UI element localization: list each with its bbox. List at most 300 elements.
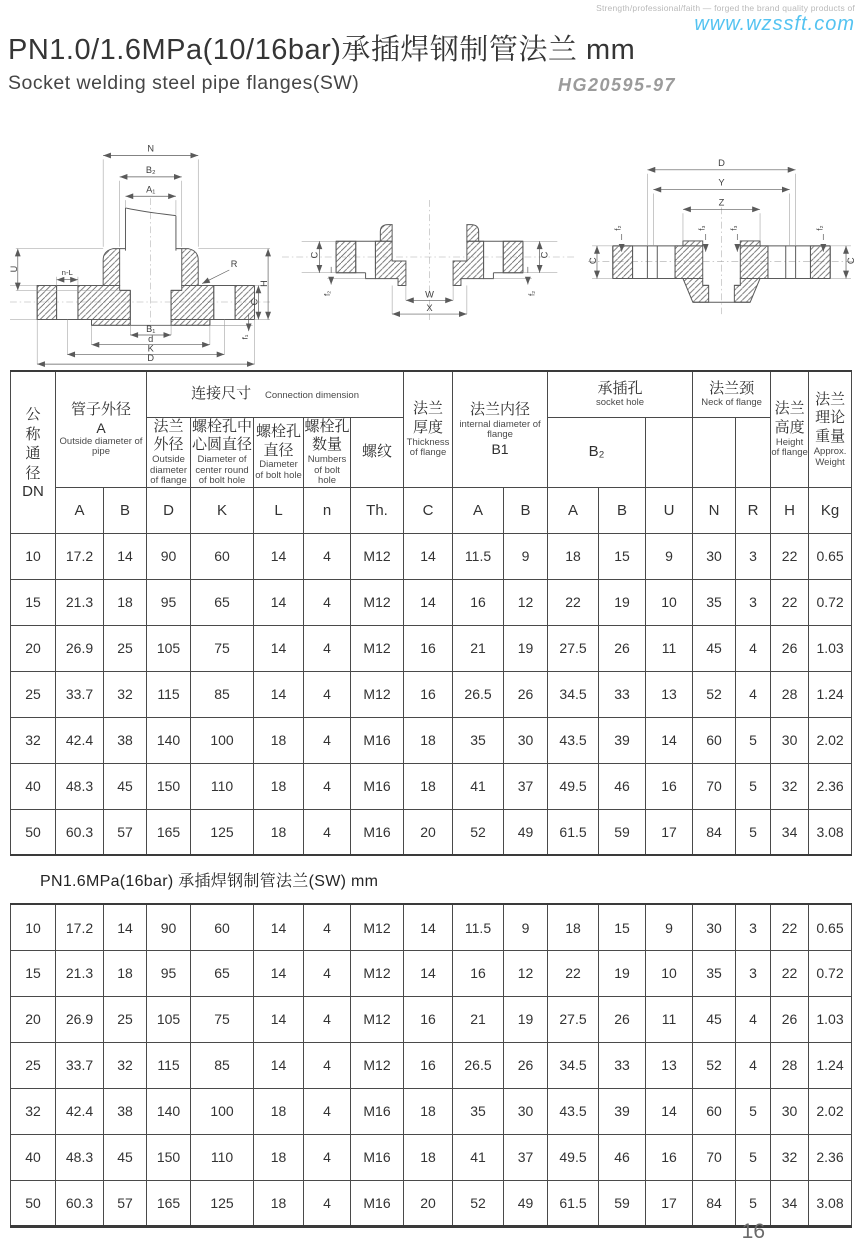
cell: 34.5 xyxy=(548,671,599,717)
cell: 17 xyxy=(646,809,693,855)
col-header-bolt-num xyxy=(304,417,351,487)
cell: 57 xyxy=(104,809,147,855)
col-letter: R xyxy=(736,487,771,533)
table-row xyxy=(11,533,852,579)
dim-label-c-left: C xyxy=(588,257,598,265)
thread-zh: 螺纹 xyxy=(362,442,393,460)
cell: 16 xyxy=(404,671,453,717)
cell: 115 xyxy=(147,1042,191,1088)
cell: 16 xyxy=(646,1134,693,1180)
cell: 37 xyxy=(504,1134,548,1180)
dim-label-y: Y xyxy=(718,177,725,188)
cell: 105 xyxy=(147,996,191,1042)
cell: 18 xyxy=(404,717,453,763)
dim-label-k: K xyxy=(147,343,154,354)
height-zh: 法兰高度 xyxy=(774,400,805,436)
col-letter: A xyxy=(56,487,104,533)
dim-label-d-small: d xyxy=(148,333,154,344)
cell: 32 xyxy=(771,763,809,809)
cell: 60 xyxy=(693,717,736,763)
cell: 45 xyxy=(104,1134,147,1180)
flange-od-zh: 法兰外径 xyxy=(153,417,184,454)
col-letter: Th. xyxy=(351,487,404,533)
dim-label-n-top: N xyxy=(147,143,155,154)
cell: 57 xyxy=(104,1180,147,1226)
cell: 26.5 xyxy=(453,1042,504,1088)
col-header-bolt-circle xyxy=(191,417,254,487)
cell: 75 xyxy=(191,625,254,671)
dim-label-z: Z xyxy=(718,197,725,208)
cell: 60 xyxy=(191,904,254,950)
cell: 2.02 xyxy=(809,717,852,763)
cell: 35 xyxy=(693,950,736,996)
cell: 4 xyxy=(304,1042,351,1088)
cell: 20 xyxy=(11,625,56,671)
cell: 1.24 xyxy=(809,1042,852,1088)
cell: 9 xyxy=(646,904,693,950)
cell: M12 xyxy=(351,996,404,1042)
cell: 39 xyxy=(599,1088,646,1134)
cell: 35 xyxy=(453,1088,504,1134)
col-letter: A xyxy=(548,487,599,533)
cell: 105 xyxy=(147,625,191,671)
cell: 43.5 xyxy=(548,717,599,763)
cell: 3 xyxy=(736,579,771,625)
cell: 43.5 xyxy=(548,1088,599,1134)
bolt-dia-zh: 螺栓孔直径 xyxy=(256,422,302,459)
cell: 33 xyxy=(599,1042,646,1088)
table-row xyxy=(11,1180,852,1226)
cell: 32 xyxy=(104,671,147,717)
col-header-thickness xyxy=(404,371,453,487)
cell: 5 xyxy=(736,1134,771,1180)
cell: 9 xyxy=(504,904,548,950)
b2-symbol: B₂ xyxy=(588,442,605,460)
cell: 18 xyxy=(104,950,147,996)
cell: 9 xyxy=(504,533,548,579)
cell: 0.65 xyxy=(809,533,852,579)
cell: 0.72 xyxy=(809,950,852,996)
cell: 15 xyxy=(599,904,646,950)
cell: 22 xyxy=(548,579,599,625)
table-row xyxy=(11,950,852,996)
cell: 70 xyxy=(693,763,736,809)
col-header-weight xyxy=(809,371,852,487)
cell: 75 xyxy=(191,996,254,1042)
cell: 115 xyxy=(147,671,191,717)
spec-table-pn10 xyxy=(10,370,852,856)
page-title: PN1.0/1.6MPa(10/16bar)承插焊钢制管法兰 mm xyxy=(8,34,636,66)
cell: 95 xyxy=(147,950,191,996)
cell: 0.65 xyxy=(809,904,852,950)
thickness-en: Thickness of flange xyxy=(406,436,450,459)
cell: M16 xyxy=(351,717,404,763)
cell: 4 xyxy=(736,671,771,717)
table-row xyxy=(11,1088,852,1134)
cell: 14 xyxy=(404,579,453,625)
cell: 48.3 xyxy=(56,763,104,809)
cell: 30 xyxy=(504,1088,548,1134)
cell: 18 xyxy=(254,1088,304,1134)
cell: 12 xyxy=(504,950,548,996)
table-row xyxy=(11,671,852,717)
cell: 10 xyxy=(646,950,693,996)
cell: 21 xyxy=(453,996,504,1042)
dim-label-f1: f₁ xyxy=(240,334,250,340)
flange-section-drawing-middle xyxy=(282,192,577,325)
cell: 85 xyxy=(191,671,254,717)
cell: 16 xyxy=(404,625,453,671)
col-header-bolt-dia xyxy=(254,417,304,487)
pipe-od-zh: 管子外径 xyxy=(71,401,132,419)
cell: 3 xyxy=(736,533,771,579)
cell: 49.5 xyxy=(548,1134,599,1180)
table-row xyxy=(11,1134,852,1180)
cell: 65 xyxy=(191,579,254,625)
dim-label-w: W xyxy=(425,289,434,300)
cell: 26 xyxy=(599,625,646,671)
bolt-num-en: Numbers of bolt hole xyxy=(307,454,347,487)
col-letter: B xyxy=(599,487,646,533)
cell: 14 xyxy=(404,904,453,950)
cell: 22 xyxy=(771,904,809,950)
cell: 27.5 xyxy=(548,996,599,1042)
dn-label-zh: 公称通径 xyxy=(25,406,41,482)
col-header-socket xyxy=(548,371,693,417)
cell: 25 xyxy=(104,996,147,1042)
cell: 65 xyxy=(191,950,254,996)
cell: 14 xyxy=(254,1042,304,1088)
col-letter: n xyxy=(304,487,351,533)
cell: 20 xyxy=(404,1180,453,1226)
cell: 70 xyxy=(693,1134,736,1180)
cell: 10 xyxy=(646,579,693,625)
cell: 21.3 xyxy=(56,950,104,996)
cell: 40 xyxy=(11,763,56,809)
cell: 14 xyxy=(646,1088,693,1134)
cell: 35 xyxy=(693,579,736,625)
dim-label-x: X xyxy=(426,303,433,314)
cell: 150 xyxy=(147,763,191,809)
cell: 4 xyxy=(304,625,351,671)
table-row xyxy=(11,625,852,671)
cell: 4 xyxy=(304,763,351,809)
cell: 4 xyxy=(304,904,351,950)
cell: 4 xyxy=(304,579,351,625)
cell: M12 xyxy=(351,1042,404,1088)
bore-zh: 法兰内径 xyxy=(470,401,531,419)
table-row xyxy=(11,1042,852,1088)
dim-label-nl: n-L xyxy=(61,267,73,277)
col-header-neck xyxy=(693,371,771,417)
cell: 14 xyxy=(254,579,304,625)
bore-symbol: B1 xyxy=(491,441,509,458)
cell: 14 xyxy=(254,950,304,996)
cell: 60 xyxy=(693,1088,736,1134)
cell: 13 xyxy=(646,1042,693,1088)
cell: 1.24 xyxy=(809,671,852,717)
bore-en: internal diameter of flange xyxy=(459,418,541,441)
cell: 12 xyxy=(504,579,548,625)
cell: 41 xyxy=(453,763,504,809)
socket-en: socket hole xyxy=(596,397,645,409)
cell: 21.3 xyxy=(56,579,104,625)
cell: 16 xyxy=(646,763,693,809)
cell: 52 xyxy=(693,671,736,717)
cell: 61.5 xyxy=(548,1180,599,1226)
flange-section-drawing-right xyxy=(588,152,856,320)
cell: 5 xyxy=(736,1180,771,1226)
cell: 5 xyxy=(736,809,771,855)
cell: 40 xyxy=(11,1134,56,1180)
cell: 34.5 xyxy=(548,1042,599,1088)
cell: 38 xyxy=(104,717,147,763)
cell: 11.5 xyxy=(453,904,504,950)
cell: 18 xyxy=(548,533,599,579)
cell: 49 xyxy=(504,809,548,855)
col-letter: U xyxy=(646,487,693,533)
cell: 26 xyxy=(771,625,809,671)
table-row xyxy=(11,904,852,950)
cell: 50 xyxy=(11,809,56,855)
cell: 15 xyxy=(11,579,56,625)
cell: 14 xyxy=(254,671,304,717)
cell: 52 xyxy=(453,1180,504,1226)
cell: 28 xyxy=(771,1042,809,1088)
cell: 1.03 xyxy=(809,625,852,671)
dim-label-b1: B₁ xyxy=(146,324,156,335)
cell: 1.03 xyxy=(809,996,852,1042)
dim-label-f3-a: f₃ xyxy=(697,225,707,231)
cell: 140 xyxy=(147,1088,191,1134)
cell: 35 xyxy=(453,717,504,763)
cell: 4 xyxy=(736,1042,771,1088)
cell: 42.4 xyxy=(56,717,104,763)
cell: 14 xyxy=(104,904,147,950)
cell: 2.02 xyxy=(809,1088,852,1134)
cell: 14 xyxy=(404,533,453,579)
cell: 4 xyxy=(736,625,771,671)
col-letter: H xyxy=(771,487,809,533)
cell: 2.36 xyxy=(809,1134,852,1180)
cell: 84 xyxy=(693,809,736,855)
cell: 14 xyxy=(404,950,453,996)
cell: 30 xyxy=(693,904,736,950)
cell: M16 xyxy=(351,763,404,809)
cell: 60 xyxy=(191,533,254,579)
col-header-n-spacer xyxy=(693,417,736,487)
bolt-num-zh: 螺栓孔数量 xyxy=(304,417,350,454)
cell: 26 xyxy=(504,671,548,717)
cell: 59 xyxy=(599,809,646,855)
cell: M16 xyxy=(351,1088,404,1134)
cell: 18 xyxy=(254,1134,304,1180)
col-header-dn xyxy=(11,371,56,533)
cell: 26.9 xyxy=(56,996,104,1042)
cell: 9 xyxy=(646,533,693,579)
cell: 17.2 xyxy=(56,533,104,579)
col-header-flange-od xyxy=(147,417,191,487)
cell: 95 xyxy=(147,579,191,625)
col-header-r-spacer xyxy=(736,417,771,487)
cell: 11 xyxy=(646,625,693,671)
col-letter: B xyxy=(104,487,147,533)
cell: 32 xyxy=(11,1088,56,1134)
cell: 22 xyxy=(771,579,809,625)
cell: 14 xyxy=(104,533,147,579)
cell: 2.36 xyxy=(809,763,852,809)
cell: 18 xyxy=(104,579,147,625)
cell: 27.5 xyxy=(548,625,599,671)
cell: 110 xyxy=(191,1134,254,1180)
cell: 17.2 xyxy=(56,904,104,950)
cell: 20 xyxy=(11,996,56,1042)
cell: 52 xyxy=(693,1042,736,1088)
cell: 39 xyxy=(599,717,646,763)
cell: 26 xyxy=(771,996,809,1042)
cell: 21 xyxy=(453,625,504,671)
connection-zh: 连接尺寸 xyxy=(191,384,252,402)
cell: 100 xyxy=(191,1088,254,1134)
bolt-dia-en: Diameter of bolt hole xyxy=(255,459,302,481)
cell: 18 xyxy=(254,1180,304,1226)
dim-label-f2-left: f₂ xyxy=(613,225,623,231)
cell: 4 xyxy=(736,996,771,1042)
cell: 0.72 xyxy=(809,579,852,625)
cell: 26.5 xyxy=(453,671,504,717)
brand-tagline: Strength/professional/faith — forged the brand quality products of xyxy=(596,3,855,13)
cell: 59 xyxy=(599,1180,646,1226)
cell: 61.5 xyxy=(548,809,599,855)
col-letter: N xyxy=(693,487,736,533)
dim-label-h: H xyxy=(259,280,270,287)
dim-label-c: C xyxy=(249,298,260,306)
cell: 49 xyxy=(504,1180,548,1226)
pipe-od-en: Outside diameter of pipe xyxy=(59,435,143,458)
cell: 4 xyxy=(304,533,351,579)
cell: 45 xyxy=(693,996,736,1042)
cell: 4 xyxy=(304,671,351,717)
cell: 150 xyxy=(147,1134,191,1180)
dim-label-b2: B₂ xyxy=(145,164,156,175)
table-row xyxy=(11,579,852,625)
cell: 30 xyxy=(504,717,548,763)
weight-zh: 法兰理论重量 xyxy=(815,390,846,446)
section-divider-pn16: PN1.6MPa(16bar) 承插焊钢制管法兰(SW) mm xyxy=(40,873,379,891)
cell: 18 xyxy=(404,763,453,809)
dim-label-r: R xyxy=(230,259,238,270)
cell: 45 xyxy=(104,763,147,809)
cell: 3.08 xyxy=(809,809,852,855)
cell: 3.08 xyxy=(809,1180,852,1226)
cell: 25 xyxy=(11,671,56,717)
dim-label-f3-b: f₃ xyxy=(729,225,739,231)
thickness-zh: 法兰厚度 xyxy=(413,400,444,436)
cell: 14 xyxy=(254,996,304,1042)
cell: 100 xyxy=(191,717,254,763)
cell: 5 xyxy=(736,717,771,763)
cell: 110 xyxy=(191,763,254,809)
dim-label-a1: A₁ xyxy=(146,184,156,195)
cell: 22 xyxy=(771,950,809,996)
connection-en: Connection dimension xyxy=(264,389,359,401)
cell: 11 xyxy=(646,996,693,1042)
cell: 16 xyxy=(453,950,504,996)
table-row xyxy=(11,717,852,763)
col-letter: K xyxy=(191,487,254,533)
cell: 30 xyxy=(771,1088,809,1134)
cell: 33 xyxy=(599,671,646,717)
cell: 34 xyxy=(771,809,809,855)
flange-section-drawing-left xyxy=(6,140,276,368)
cell: 60.3 xyxy=(56,809,104,855)
cell: 125 xyxy=(191,809,254,855)
cell: 30 xyxy=(693,533,736,579)
cell: 19 xyxy=(599,950,646,996)
cell: 90 xyxy=(147,904,191,950)
cell: 34 xyxy=(771,1180,809,1226)
cell: 165 xyxy=(147,809,191,855)
spec-table-area xyxy=(10,370,851,1228)
cell: 25 xyxy=(11,1042,56,1088)
cell: 52 xyxy=(453,809,504,855)
spec-table-pn16 xyxy=(10,903,852,1228)
cell: 26 xyxy=(504,1042,548,1088)
cell: 14 xyxy=(646,717,693,763)
dim-label-c-right: C xyxy=(845,257,856,265)
cell: 25 xyxy=(104,625,147,671)
col-header-connection xyxy=(147,371,404,417)
cell: 45 xyxy=(693,625,736,671)
col-header-height xyxy=(771,371,809,487)
cell: 19 xyxy=(599,579,646,625)
cell: 18 xyxy=(254,717,304,763)
cell: M16 xyxy=(351,1134,404,1180)
cell: 26 xyxy=(599,996,646,1042)
socket-zh: 承插孔 xyxy=(597,379,643,397)
height-en: Height of flange xyxy=(771,436,808,459)
cell: M12 xyxy=(351,904,404,950)
cell: 38 xyxy=(104,1088,147,1134)
col-letter: A xyxy=(453,487,504,533)
cell: 165 xyxy=(147,1180,191,1226)
cell: M12 xyxy=(351,625,404,671)
neck-en: Neck of flange xyxy=(701,397,762,409)
dim-label-f2-right: f₂ xyxy=(815,225,825,231)
page-subtitle: Socket welding steel pipe flanges(SW) xyxy=(8,72,360,94)
cell: 32 xyxy=(11,717,56,763)
col-letter: C xyxy=(404,487,453,533)
cell: 4 xyxy=(304,1088,351,1134)
table-row xyxy=(11,809,852,855)
cell: 32 xyxy=(771,1134,809,1180)
cell: M12 xyxy=(351,671,404,717)
cell: 33.7 xyxy=(56,671,104,717)
cell: 16 xyxy=(404,1042,453,1088)
table-body-pn16 xyxy=(11,904,852,1226)
cell: 49.5 xyxy=(548,763,599,809)
cell: 4 xyxy=(304,1180,351,1226)
website-link[interactable]: www.wzssft.com xyxy=(694,13,855,35)
cell: 32 xyxy=(104,1042,147,1088)
standard-number: HG20595-97 xyxy=(558,75,677,95)
cell: 46 xyxy=(599,1134,646,1180)
cell: 14 xyxy=(254,904,304,950)
dim-label-d-big: D xyxy=(147,353,155,364)
cell: 41 xyxy=(453,1134,504,1180)
cell: 26.9 xyxy=(56,625,104,671)
cell: 18 xyxy=(548,904,599,950)
